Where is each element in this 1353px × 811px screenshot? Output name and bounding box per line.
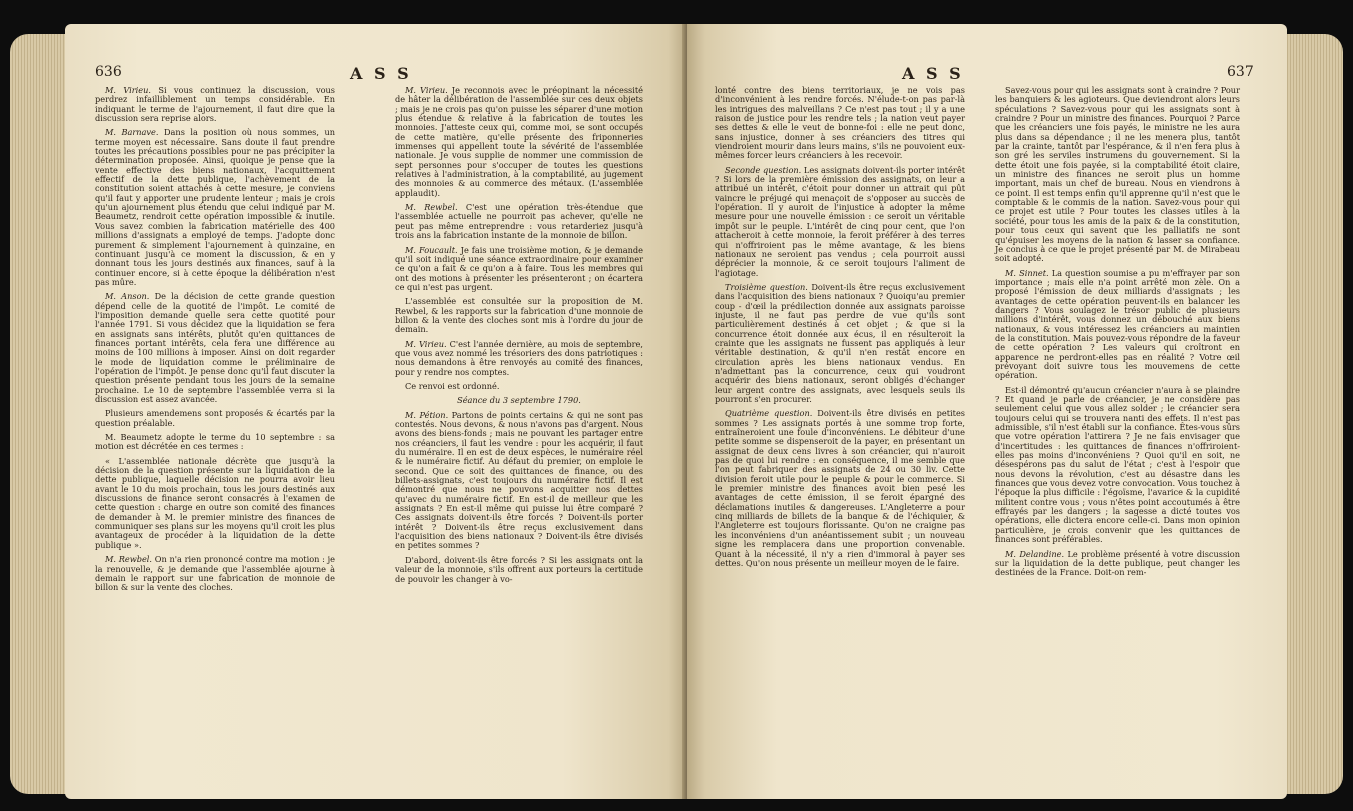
paragraph-text: Doivent-ils être divisés en petites sommes ? Les assignats portés à une somme trop forte, entraîneroient une foule d'inconvéniens. Le débiteur d'une petite somme se dispenseroit de la payer, en présentant un assignat de deux cens livres à son créancier, qui n'auroit pas de quoi lui rendre : en conséquence, il me semble que l'on peut fabriquer des assignats de 24 ou 30 liv. Cette division feroit utile pour le peuple & pour le commerce. Si le premier ministre des finances avoit bien pesé les avantages de cette émission, il se feroit épargné des déclamations inutiles & dangereuses. L'Angleterre a pour cinq milliards de billets de la banque & de l'échiquier, & l'Angleterre est toujours florissante. Qu'on ne craigne pas les inconvéniens d'un anéantissement subit ; un nouveau signe les remplacera dans une proportion convenable. Quant à la nécessité, il n'y a rien d'immoral à payer ses dettes. Qu'on nous présente un meilleur moyen de le faire. xyxy=(715,408,965,568)
paragraph xyxy=(95,409,335,428)
speaker-name: M. Rewbel. xyxy=(105,554,153,565)
paragraph xyxy=(715,283,965,404)
paragraph xyxy=(95,86,335,123)
paragraph xyxy=(995,269,1240,381)
paragraph-text: On n'a rien prononcé contre ma motion : je la renouvelle, & je demande que l'assemblée ajourne à demain le rapport sur une fabrication de monnoie de billon & sur la vente des cloches. xyxy=(95,554,336,593)
speaker-name: M. Anson. xyxy=(105,291,150,302)
speaker-name: Quatrième question. xyxy=(725,408,813,419)
right-page xyxy=(687,24,1287,799)
paragraph-text: Si vous continuez la discussion, vous perdrez infailliblement un temps considérable. En indiquant le terme de l'ajournement, il faut dire que la discussion sera reprise alors. xyxy=(95,85,336,124)
right-running-head: A S S xyxy=(902,64,964,83)
left-column-2 xyxy=(395,86,643,589)
paragraph xyxy=(715,86,965,161)
paragraph-text: Ce renvoi est ordonné. xyxy=(405,380,500,391)
paragraph xyxy=(395,297,643,334)
paragraph xyxy=(995,550,1240,578)
paragraph xyxy=(95,433,335,452)
paragraph xyxy=(395,203,643,240)
paragraph xyxy=(395,246,643,293)
right-page-number: 637 xyxy=(1227,64,1254,80)
paragraph-text: Le problème présenté à votre discussion sur la liquidation de la dette publique, peut changer les destinées de la France. Doit-on rem- xyxy=(995,548,1240,578)
speaker-name: Troisième question. xyxy=(725,281,808,292)
paragraph xyxy=(715,409,965,568)
speaker-name: M. Rewbel. xyxy=(405,202,458,213)
speaker-name: M. Virieu. xyxy=(105,85,151,95)
paragraph-text: Je fais une troisième motion, & je demande qu'il soit indiqué une séance extraordinaire pour examiner ce qu'on a fait & ce qu'on a à faire. Tous les membres qui ont des motions à présenter les présenteront ; on écartera ce qui n'est pas urgent. xyxy=(395,244,644,292)
paragraph-text: Doivent-ils être reçus exclusivement dans l'acquisition des biens nationaux ? Quoiqu'au premier coup - d'œil la prédilection donnée aux assignats paroisse injuste, il ne faut pas perdre de vue qu'ils sont particulièrement destinés à cet objet ; & que si la concurrence étoit donnée aux écus, il en résulteroit la crainte que les assignats ne fussent pas appliqués à leur véritable destination, & qu'il n'en restât encore en circulation après les biens nationaux vendus. En n'admettant pas la concurrence, ceux qui voudront acquérir des biens nationaux, seront obligés d'échanger leur argent contre des assignats, avec lesquels seuls ils pourront s'en procurer. xyxy=(715,281,966,404)
paragraph-text: Les assignats doivent-ils porter intérêt ? Si lors de la première émission des assignats, on leur a attribué un intérêt, c'étoit pour donner un attrait qui pût vaincre le préjugé qui menaçoit de s'opposer au succès de l'opération. Il y auroit de l'injustice à adopter la même mesure pour une nouvelle émission : ce seroit un véritable impôt sur le peuple. L'intérêt de cinq pour cent, que l'on attacheroit à cette monnoie, la feroit préférer à des terres qui n'offriroient pas le même avantage, & les biens nationaux ne seroient pas vendus ; cela pourroit aussi déprécier la monnoie, & ce seroit toujours l'aliment de l'agiotage. xyxy=(715,164,965,278)
paragraph xyxy=(395,411,643,551)
paragraph xyxy=(395,340,643,377)
paragraph-text: Est-il démontré qu'aucun créancier n'aura à se plaindre ? Et quand je parle de créancier, je ne considère pas seulement celui que vous allez solder ; le créancier sera toujours celui qui se trouvera nanti des effets. Il n'est pas admissible, s'il n'est établi sur la confiance. Êtes-vous sûrs que votre opération l'attirera ? Je ne fais envisager que d'incertitudes : les quittances de finances n'offriroient-elles pas moins d'inconvéniens ? Quoi qu'il en soit, ne désespérons pas du salut de l'état ; c'est à l'espoir que nous devons la révolution, c'est au désastre dans les finances que vous devez votre convocation. Vous touchez à l'époque la plus difficile : l'égoïsme, l'avarice & la cupidité militent contre vous ; vous n'êtes point accoutumés à être effrayés par les dangers ; la sagesse a dicté toutes vos opérations, elle dictera encore celle-ci. Dans mon opinion particulière, je crois convenir que les quittances de finances sont préférables. xyxy=(995,384,1240,545)
paragraph-text: L'assemblée est consultée sur la proposition de M. Rewbel, & les rapports sur la fabrication d'une monnoie de billon & la vente des cloches sont mis à l'ordre du jour de demain. xyxy=(395,296,643,335)
paragraph-text: lonté contre des biens territoriaux, je ne vois pas d'inconvénient à les rendre forcés. N'élude-t-on pas par-là les intrigues des malveillans ? Ce n'est pas tout ; il y a une raison de justice pour les rendre tels ; la nation veut payer ses dettes & elle le veut de bonne-foi : elle ne peut donc, sans injustice, donner à ses créanciers des titres qui viendroient mourir dans leurs mains, s'ils ne pouvoient eux-mêmes forcer leurs créanciers à les recevoir. xyxy=(715,85,965,161)
paragraph-text: C'est une opération très-étendue que l'assemblée actuelle ne pourroit pas achever, qu'elle ne peut pas même entreprendre : vous retarderiez jusqu'à trois ans la fabrication instante de la monnoie de billon. xyxy=(395,202,644,241)
speaker-name: M. Virieu. xyxy=(405,85,448,95)
paragraph-text: La question soumise a pu m'effrayer par son importance ; mais elle n'a point arrêté mon zèle. On a proposé l'émission de deux milliards d'assignats ; les avantages de cette opération peuvent-ils en balancer les dangers ? Vous soulagez le trésor public de plusieurs millions d'intérêt, vous donnez un débouché aux biens nationaux, & vous intéressez les créanciers au maintien de la constitution. Mais pouvez-vous répondre de la faveur de cette opération ? Les valeurs qui croîtront en apparence ne perdront-elles pas en réalité ? Votre œil prévoyant doit suivre tous les mouvemens de cette opération. xyxy=(995,267,1240,381)
speaker-name: M. Sinnet. xyxy=(1005,267,1049,278)
speaker-name: M. Delandine. xyxy=(1005,548,1065,559)
speaker-name: M. Pétion. xyxy=(405,409,449,420)
paragraph-text: De la décision de cette grande question dépend celle de la quotité de l'impôt. Le comité de l'imposition demande quelle sera cette quotité pour l'année 1791. Si vous décidez que la liquidation se fera en assignats sans intérêts, plutôt qu'en quittances de finances portant intérêts, cela fera une différence au moins de 100 millions à imposer. Ainsi on doit regarder le mode de liquidation comme le préliminaire de l'opération de l'impôt. Je pense donc qu'il faut discuter la question présente pendant tous les jours de la semaine prochaine. Le 10 de septembre l'assemblée verra si la discussion est assez avancée. xyxy=(95,291,335,404)
paragraph xyxy=(95,457,335,550)
session-date: Séance du 3 septembre 1790. xyxy=(457,395,581,406)
paragraph xyxy=(95,292,335,404)
paragraph xyxy=(995,386,1240,545)
paragraph xyxy=(395,382,643,391)
paragraph-text: D'abord, doivent-ils être forcés ? Si les assignats ont la valeur de la monnoie, s'ils offrent aux porteurs la certitude de pouvoir les changer à vo- xyxy=(395,554,643,584)
paragraph xyxy=(95,128,335,287)
paragraph-text: Plusieurs amendemens sont proposés & écartés par la question préalable. xyxy=(95,408,335,428)
paragraph-text: Partons de points certains & qui ne sont pas contestés. Nous devons, & nous n'avons pas d'argent. Nous avons des biens-fonds ; mais ne pouvant les partager entre nos créanciers, il faut les vendre : pour les acquérir, il faut du numéraire. Il en est de deux espèces, le numéraire réel & le numéraire fictif. Au défaut du premier, on emploie le second. Que ce soit des quittances de finance, ou des billets-assignats, c'est toujours du numéraire fictif. Il est démontré que nous ne pouvons acquitter nos dettes qu'avec du numéraire fictif. En est-il de meilleur que les assignats ? En est-il même qui puisse lui être comparé ? Ces assignats doivent-ils être forcés ? Doivent-ils porter intérêt ? Doivent-ils être reçus exclusivement dans l'acquisition des biens nationaux ? Doivent-ils être divisés en petites sommes ? xyxy=(395,409,644,551)
paragraph-text: « L'assemblée nationale décrète que jusqu'à la décision de la question présente sur la liquidation de la dette publique, laquelle décision ne pourra avoir lieu avant le 10 du mois prochain, tous les jours destinés aux discussions de finance seront consacrés à l'examen de cette question : charge en outre son comité des finances de demander à M. le premier ministre des finances de communiquer ses plans sur les moyens qu'il croit les plus avantageux de procéder à la liquidation de la dette publique ». xyxy=(95,455,335,550)
paragraph xyxy=(395,556,643,584)
speaker-name: M. Virieu. xyxy=(405,338,447,349)
speaker-name: M. Foucault. xyxy=(405,244,458,255)
right-column-2 xyxy=(995,86,1240,583)
paragraph-text: M. Beaumetz adopte le terme du 10 septembre : sa motion est décrétée en ces termes : xyxy=(95,432,335,452)
paragraph-text: Savez-vous pour qui les assignats sont à craindre ? Pour les banquiers & les agioteurs. Que deviendront alors leurs spéculations ? Savez-vous pour qui les assignats sont à craindre ? Pour un ministre des finances. Pourquoi ? Parce que les créanciers une fois payés, le ministre ne les aura plus dans sa dépendance ; il ne les menera plus, tantôt par la crainte, tantôt par l'espérance, & il n'en fera plus à son gré les serviles instrumens du gouvernement. Si la dette étoit une fois payée, si la comptabilité étoit claire, un ministre des finances ne seroit plus un homme important, mais un chef de bureau. Nous en viendrons à ce point. Il est temps enfin qu'il apprenne qu'il n'est que le comptable & le commis de la nation. Savez-vous pour qui ce projet est utile ? Pour toutes les classes utiles à la société, pour tous les amis de la paix & de la constitution, pour tous ceux qui savent que les palliatifs ne sont qu'épuiser les moyens de la nation & lasser sa confiance. Je conclus à ce que le projet présenté par M. de Mirabeau soit adopté. xyxy=(995,85,1240,264)
speaker-name: M. Barnave. xyxy=(105,127,159,138)
open-book xyxy=(10,14,1343,804)
left-page-number: 636 xyxy=(95,64,122,80)
paragraph xyxy=(715,166,965,278)
left-running-head: A S S xyxy=(350,64,412,83)
paragraph-text: Dans la position où nous sommes, un terme moyen est nécessaire. Sans doute il faut prendre toutes les précautions possibles pour ne pas précipiter la détermination proposée. Ainsi, quoique je pense que la vente effective des biens nationaux, l'acquittement effectif de la dette publique, l'achèvement de la constitution soient attachés à cette mesure, je conviens qu'il faut y apporter une prudente lenteur ; mais je crois qu'un ajournement plus étendu que celui indiqué par M. Beaumetz, rendroit cette opération impossible & inutile. Vous savez combien la fabrication matérielle des 400 millions d'assignats a employé de temps. J'adopte donc purement & simplement l'ajournement à quinzaine, en continuant jusqu'à ce moment la discussion, & en y donnant tous les jours destinés aux finances, sauf à la continuer encore, si à cette époque la délibération n'est pas mûre. xyxy=(95,127,335,287)
left-page xyxy=(65,24,687,799)
paragraph-text: C'est l'année dernière, au mois de septembre, que vous avez nommé les trésoriers des dons patriotiques : nous demandons à être renvoyés au comité des finances, pour y rendre nos comptes. xyxy=(395,338,643,377)
paragraph xyxy=(395,86,643,198)
paragraph xyxy=(95,555,335,592)
left-column-1 xyxy=(95,86,335,598)
paragraph xyxy=(995,86,1240,264)
speaker-name: Seconde question. xyxy=(725,164,802,175)
right-column-1 xyxy=(715,86,965,573)
paragraph-text: Je reconnois avec le préopinant la nécessité de hâter la délibération de l'assemblée sur ces deux objets ; mais je ne crois pas qu'on puisse les séparer d'une motion plus étendue & relative à la fabrication de toutes les monnoies. J'atteste ceux qui, comme moi, se sont occupés de cette matière, qu'elle présente des friponneries immenses qui appellent toute la sévérité de l'assemblée nationale. Je vous supplie de nommer une commission de sept personnes pour s'occuper de toutes les questions relatives à l'administration, à la comptabilité, au jugement des monnoies & au commerce des métaux. (L'assemblée applaudit). xyxy=(395,85,643,198)
